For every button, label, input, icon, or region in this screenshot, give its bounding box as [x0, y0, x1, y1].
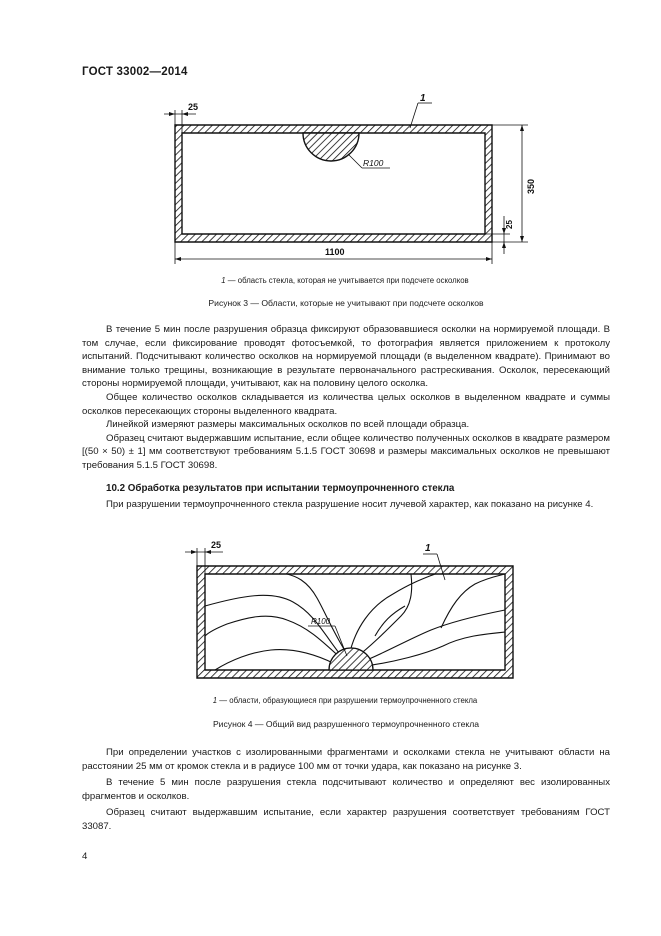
fig3-dim-height: 350 [526, 178, 536, 194]
document-code: ГОСТ 33002—2014 [82, 66, 188, 78]
fig4-leader-1: 1 [425, 543, 431, 554]
figure-4-caption: Рисунок 4 — Общий вид разрушенного термоупрочненного стекла [212, 719, 480, 729]
fig3-leader-1: 1 [420, 93, 426, 104]
figure-4-legend [150, 696, 540, 705]
legend-num: 1 [212, 696, 218, 705]
figure-3-caption: Рисунок 3 — Области, которые не учитывают при подсчете осколков [208, 298, 484, 308]
section-title: 10.2 Обработка результатов при испытании термоупрочненного стекла [106, 483, 455, 494]
fig3-dim-top: 25 [188, 102, 199, 112]
figure-3-drawing [150, 88, 540, 266]
figure-4-drawing [175, 536, 520, 688]
paragraph: В течение 5 мин после разрушения образца фиксируют образовавшиеся осколки на нормируемой площади. В том случае, если фиксирование проводят фотосъемкой, то фотография является приложением к протоколу испытаний. Подсчитывают количество осколков на нормируемой площади (в выделенном квадрате). Принимают во внимание только трещины, возникающие в результате первоначального растрескивания. Осколок, пересекающий стороны нормируемой площади, учитывают, как на половину целого осколка. [82, 324, 610, 390]
legend-num: 1 [221, 276, 226, 285]
paragraph: Образец считают выдержавшим испытание, если характер разрушения соответствует требованиям ГОСТ 33087. [82, 807, 610, 832]
paragraph: Линейкой измеряют размеры максимальных осколков по всей площади образца. [106, 419, 470, 431]
fig3-radius: R100 [363, 158, 384, 168]
paragraph-block-b [82, 498, 610, 512]
page-number: 4 [82, 851, 88, 862]
paragraph: Образец считают выдержавшим испытание, если общее количество полученных осколков в квадрате размером [(50 × 50) ± 1] мм соответствуют требованиям 5.1.5 ГОСТ 30698 и размеры максимальных осколков не превышают требования 5.1.5 ГОСТ 30698. [82, 432, 610, 471]
legend-text: — область стекла, которая не учитывается при подсчете осколков [225, 276, 469, 285]
fig3-dim-width: 1100 [325, 247, 345, 257]
paragraph: Общее количество осколков складывается из количества целых осколков в выделенном квадрате и суммы осколков пересекающих стороны выделенного квадрата. [82, 391, 610, 417]
paragraph-block-c [82, 746, 610, 834]
legend-text: — области, образующиеся при разрушении термоупрочненного стекла [217, 696, 478, 705]
fig3-dim-bottom: 25 [505, 220, 514, 229]
paragraph-block-a [82, 323, 610, 473]
paragraph: При определении участков с изолированными фрагментами и осколками стекла не учитывают области на расстоянии 25 мм от кромок стекла и в радиусе 100 мм от точки удара, как показано на рисунке 3. [82, 747, 610, 772]
fig4-dim-top: 25 [211, 540, 222, 550]
fig4-radius: R100 [311, 617, 331, 626]
figure-3-legend [150, 276, 540, 285]
paragraph: При разрушении термоупрочненного стекла разрушение носит лучевой характер, как показано на рисунке 4. [106, 499, 594, 510]
paragraph: В течение 5 мин после разрушения стекла подсчитывают количество и определяют вес изолированных фрагментов и осколков. [82, 777, 610, 802]
